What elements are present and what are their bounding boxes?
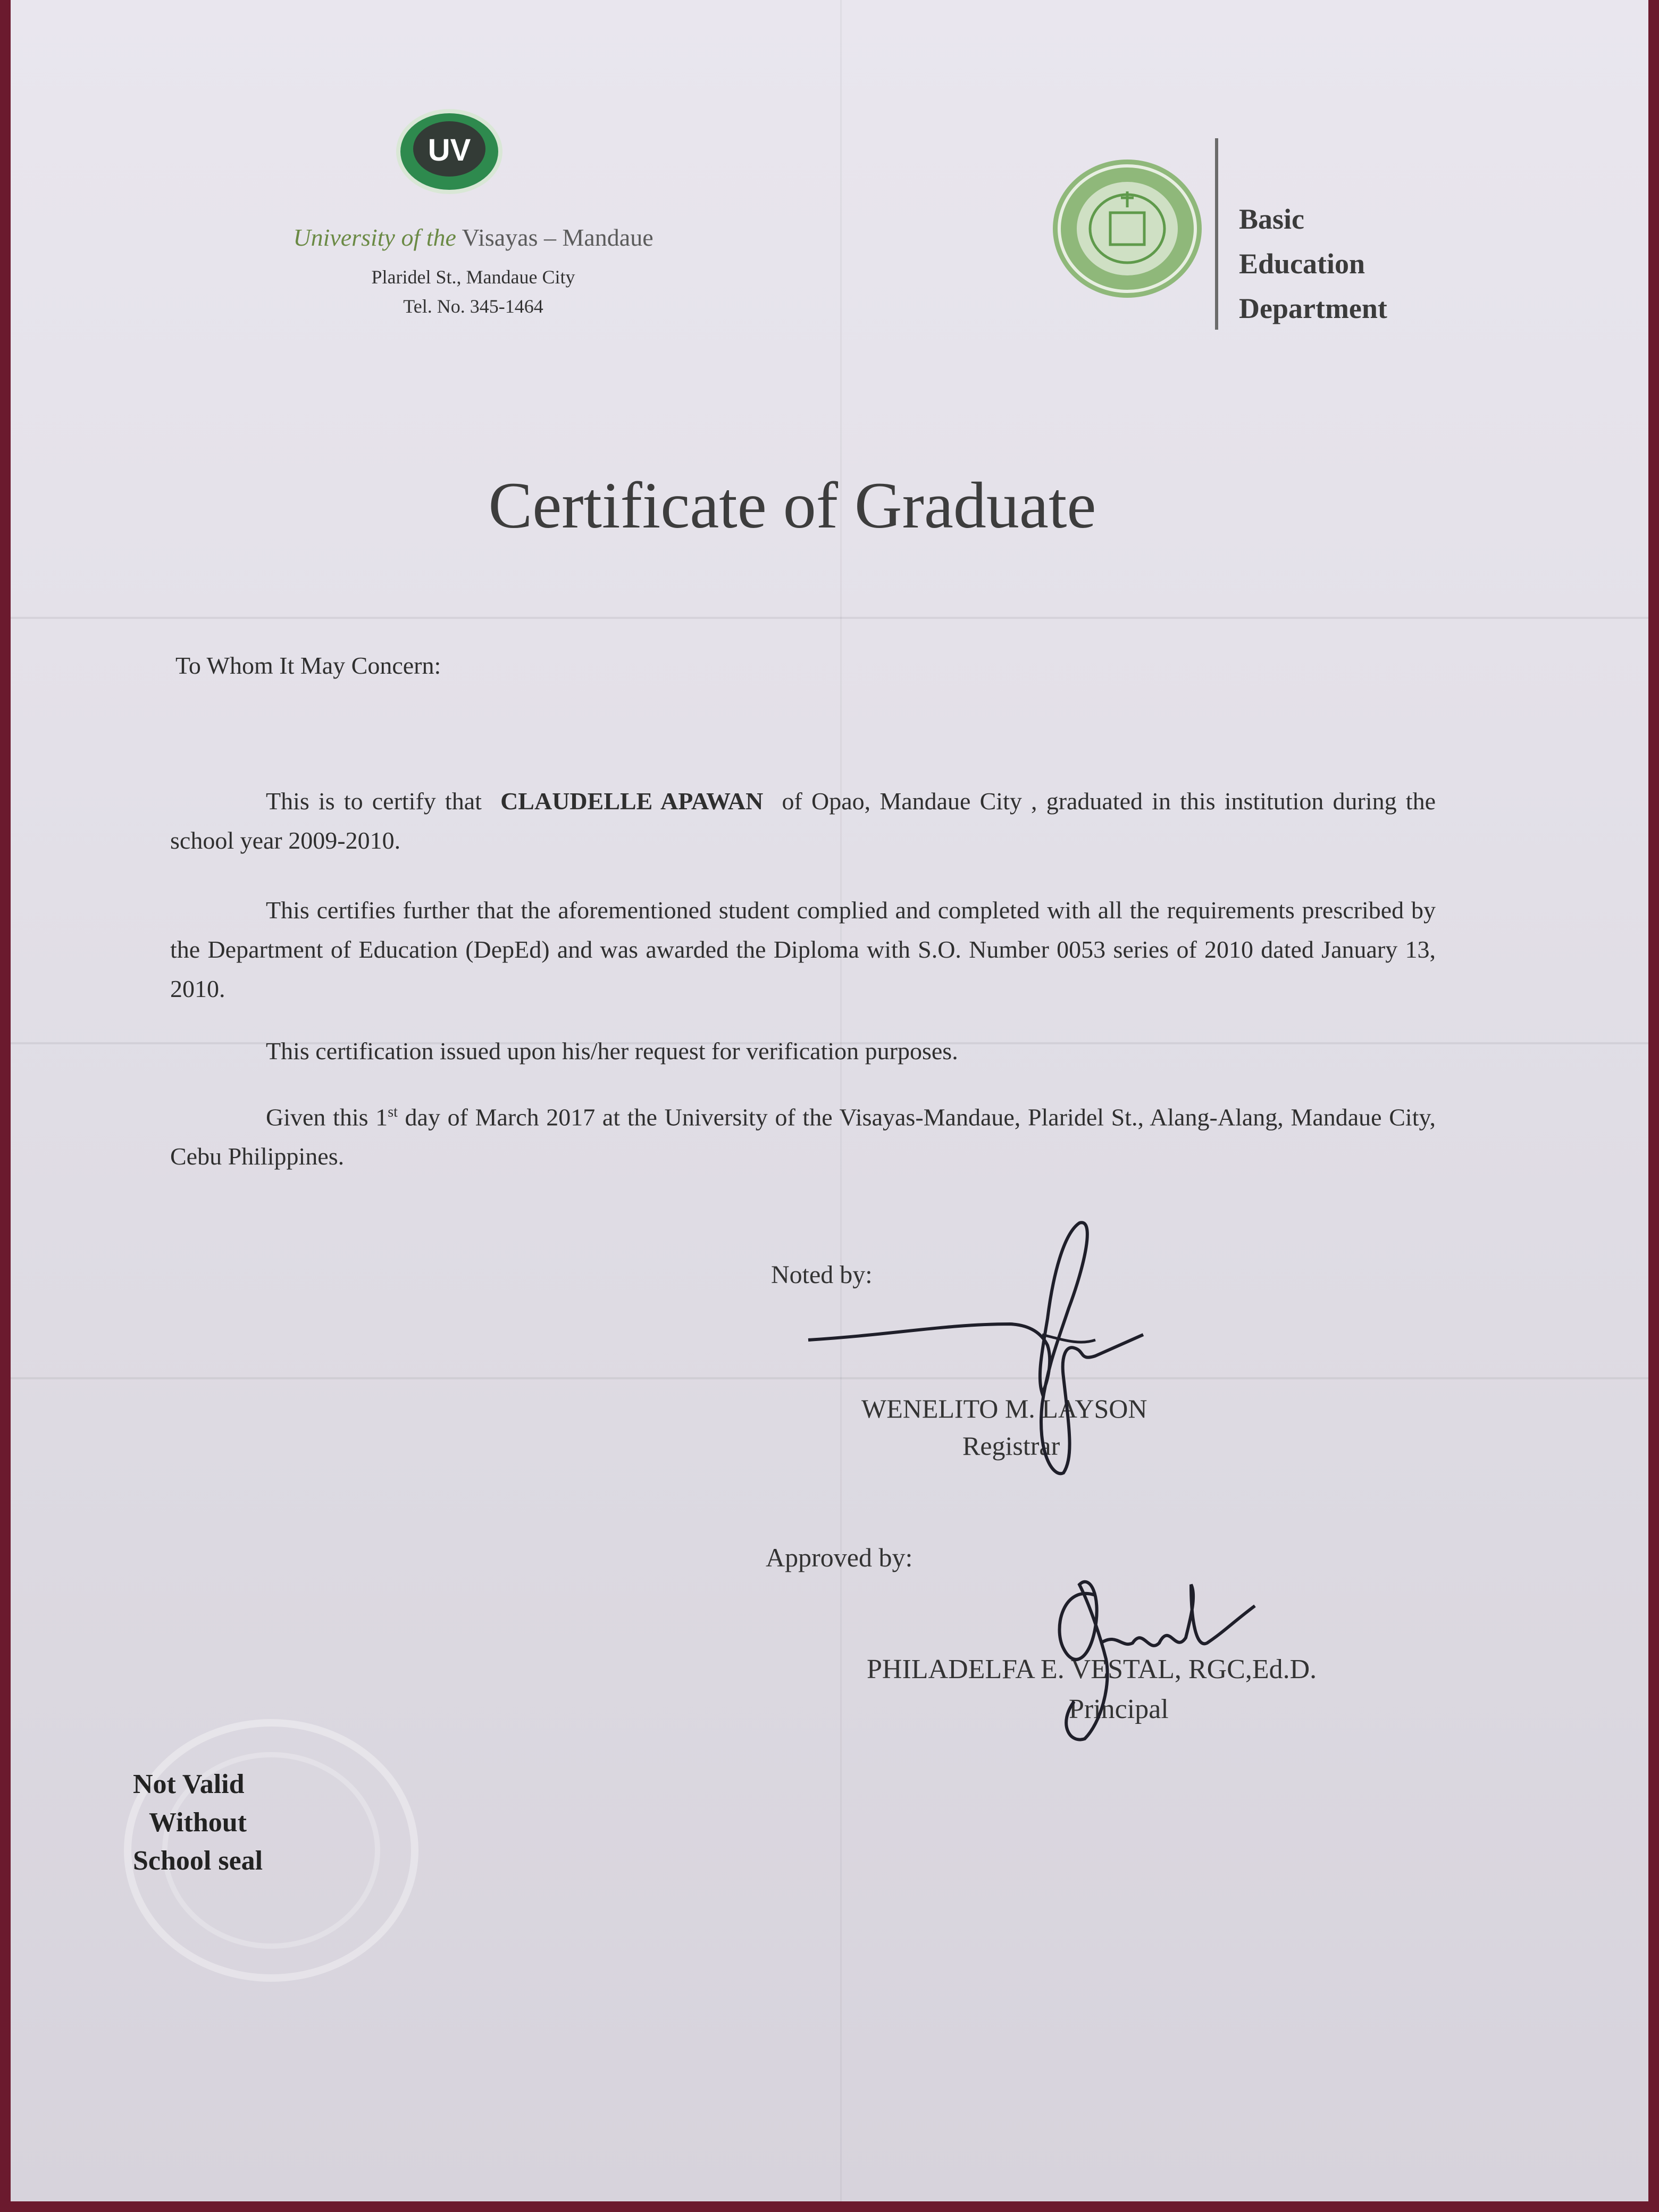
principal-name: PHILADELFA E. VESTAL, RGC,Ed.D. bbox=[867, 1654, 1317, 1685]
header-divider bbox=[1215, 138, 1218, 330]
telephone-line: Tel. No. 345-1464 bbox=[403, 296, 543, 317]
paragraph-text: Given this 1 bbox=[266, 1103, 388, 1131]
paragraph-text: day of March 2017 at the University of the Visayas-Mandaue, Plaridel St., Alang-Alang, Mandaue City, Cebu Philippines. bbox=[170, 1103, 1436, 1170]
salutation: To Whom It May Concern: bbox=[175, 652, 441, 679]
purpose-paragraph: This certification issued upon his/her request for verification purposes. bbox=[266, 1037, 958, 1065]
certificate-title: Certificate of Graduate bbox=[488, 469, 1096, 542]
address-line: Plaridel St., Mandaue City bbox=[371, 266, 575, 288]
school-seal-icon bbox=[1048, 154, 1207, 303]
principal-signature-icon bbox=[1032, 1563, 1297, 1755]
notice-line: Not Valid bbox=[133, 1769, 245, 1799]
notice-line: Without bbox=[149, 1807, 247, 1838]
approved-by-label: Approved by: bbox=[766, 1543, 913, 1572]
certificate-paper bbox=[11, 0, 1648, 2201]
university-name-prefix: University of the bbox=[293, 224, 456, 251]
given-paragraph bbox=[170, 1093, 1436, 1176]
registrar-signature-icon bbox=[798, 1202, 1180, 1489]
logo-text: UV bbox=[428, 133, 471, 167]
department-line: Education bbox=[1239, 248, 1365, 280]
fold-line bbox=[11, 617, 1648, 619]
university-name bbox=[245, 223, 702, 252]
registrar-title: Registrar bbox=[962, 1431, 1060, 1461]
principal-title: Principal bbox=[1069, 1694, 1169, 1724]
paragraph-text: This is to certify that bbox=[266, 787, 482, 815]
requirements-paragraph: This certifies further that the aforementioned student complied and completed with all the requirements prescribed by the Department of Education (DepEd) and was awarded the Diploma with S.O. Number 0053 series of 2010 dated January 13, 2010. bbox=[170, 896, 1436, 1002]
university-name-suffix: Visayas – Mandaue bbox=[462, 224, 653, 251]
paragraph-text: of Opao, Mandaue City , graduated in this institution during the school year 2009-2010. bbox=[170, 787, 1436, 854]
student-name: CLAUDELLE APAWAN bbox=[500, 787, 764, 815]
university-logo-icon bbox=[393, 106, 505, 197]
certification-paragraph bbox=[170, 782, 1436, 860]
not-valid-notice bbox=[133, 1765, 263, 1880]
notice-line: School seal bbox=[133, 1846, 263, 1876]
noted-by-label: Noted by: bbox=[771, 1261, 873, 1289]
ordinal-suffix: st bbox=[388, 1104, 398, 1120]
department-line: Department bbox=[1239, 292, 1387, 324]
registrar-name: WENELITO M. LAYSON bbox=[861, 1394, 1147, 1423]
department-line: Basic bbox=[1239, 203, 1305, 235]
department-label bbox=[1239, 197, 1387, 331]
